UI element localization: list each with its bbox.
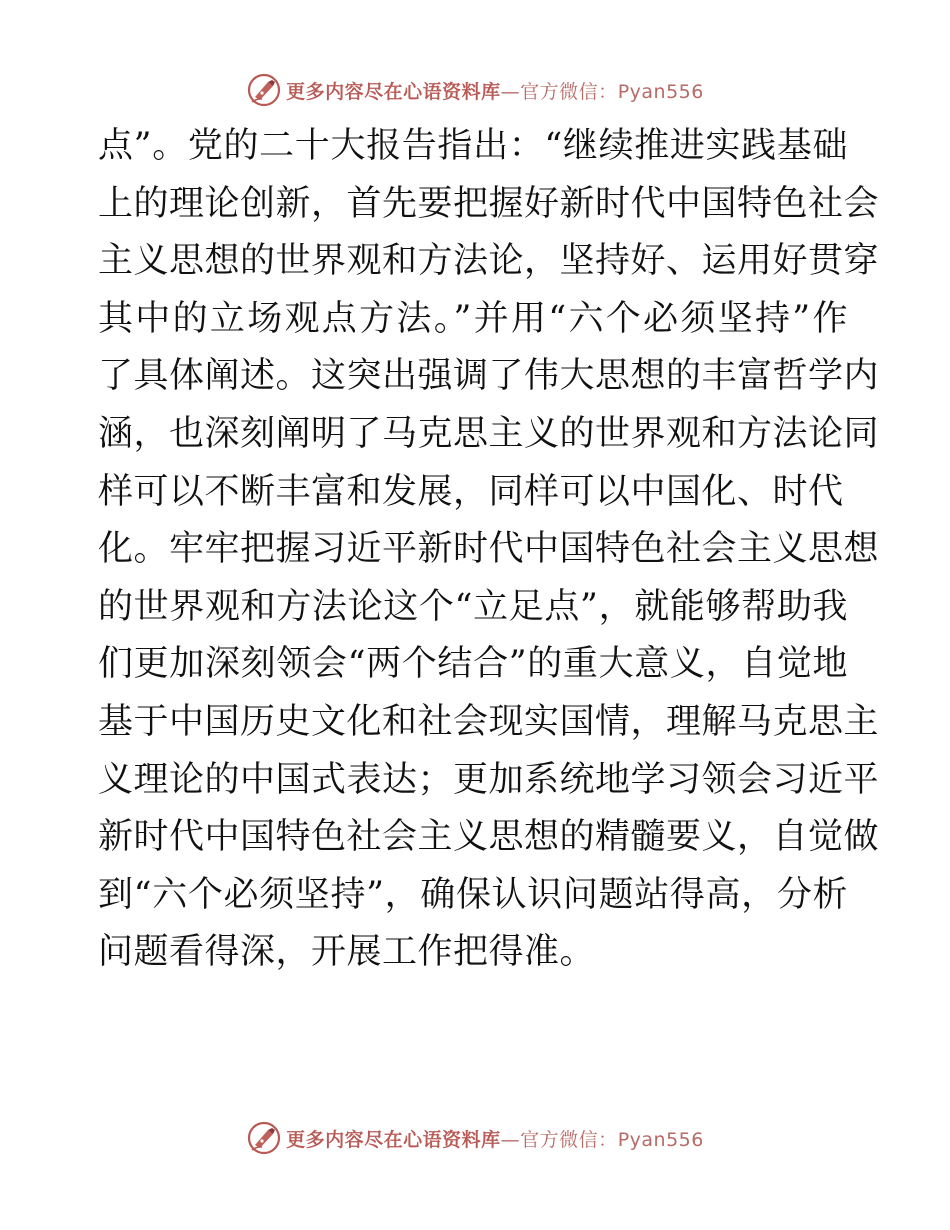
text-line: 们更加深刻领会“两个结合”的重大意义，自觉地 bbox=[98, 644, 848, 685]
footer-site-name: 更多内容尽在心语资料库 bbox=[286, 1128, 501, 1151]
text-line: 新时代中国特色社会主义思想的精髓要义，自觉做 bbox=[98, 817, 880, 858]
header-text bbox=[286, 77, 704, 104]
text-line: 了具体阐述。这突出强调了伟大思想的丰富哲学内 bbox=[98, 356, 880, 397]
text-line: 涵，也深刻阐明了马克思主义的世界观和方法论同 bbox=[98, 413, 880, 454]
text-line: 点”。党的二十大报告指出：“继续推进实践基础 bbox=[98, 126, 848, 166]
text-line: 的世界观和方法论这个“立足点”，就能够帮助我 bbox=[98, 586, 848, 627]
text-line: 到“六个必须坚持”，确保认识问题站得高，分析 bbox=[98, 874, 848, 915]
text-line: 问题看得深，开展工作把得准。 bbox=[98, 932, 596, 973]
document-body bbox=[98, 118, 880, 982]
pen-nib-circle-icon bbox=[246, 72, 282, 108]
footer-separator: — bbox=[500, 1128, 521, 1151]
text-line: 化。牢牢把握习近平新时代中国特色社会主义思想 bbox=[98, 529, 880, 570]
footer-banner bbox=[0, 1118, 950, 1158]
header-banner bbox=[0, 70, 950, 110]
text-line: 义理论的中国式表达；更加系统地学习领会习近平 bbox=[98, 759, 880, 800]
header-separator: — bbox=[500, 80, 521, 103]
footer-wechat-id: Pyan556 bbox=[617, 1128, 704, 1151]
header-wechat-id: Pyan556 bbox=[617, 80, 704, 103]
header-wechat-label: 官方微信： bbox=[520, 80, 618, 103]
text-line: 基于中国历史文化和社会现实国情，理解马克思主 bbox=[98, 701, 880, 742]
pen-nib-circle-icon bbox=[246, 1120, 282, 1156]
footer-wechat-label: 官方微信： bbox=[520, 1128, 618, 1151]
text-line: 其中的立场观点方法。”并用“六个必须坚持”作 bbox=[98, 298, 848, 339]
text-line: 上的理论创新，首先要把握好新时代中国特色社会 bbox=[98, 183, 880, 224]
footer-text bbox=[286, 1125, 704, 1152]
text-line: 主义思想的世界观和方法论，坚持好、运用好贯穿 bbox=[98, 241, 880, 282]
header-site-name: 更多内容尽在心语资料库 bbox=[286, 80, 501, 103]
text-line: 样可以不断丰富和发展，同样可以中国化、时代 bbox=[98, 471, 844, 512]
